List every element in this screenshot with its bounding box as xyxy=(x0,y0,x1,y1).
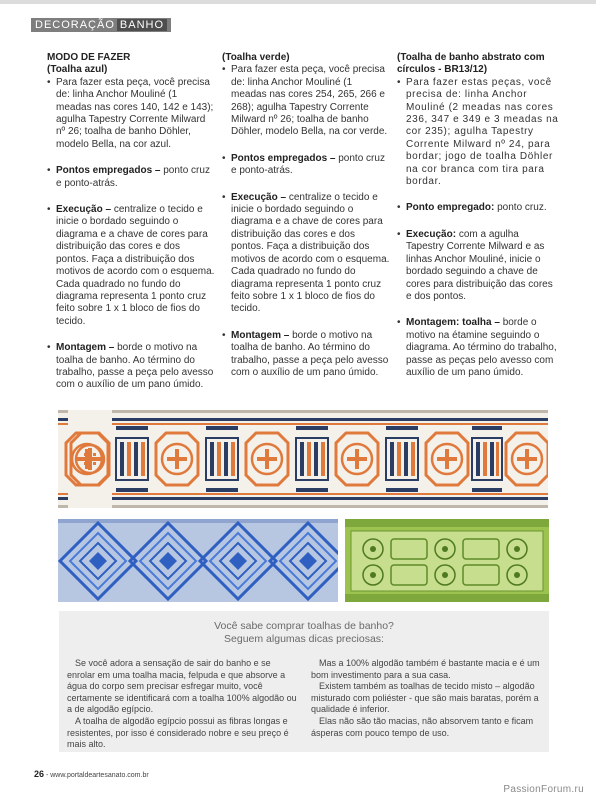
assembly-label: Montagem – xyxy=(56,342,115,354)
stitches-label: Pontos empregados – xyxy=(231,152,336,164)
materials-text: Para fazer esta peça, você precisa de: linha Anchor Mouliné (1 meadas nas cores 140, 142 e 143); agulha Tapestry Corrente Milward nº 26; toalha de banho Döhler, modelo Bella, na cor azul. xyxy=(56,76,214,150)
column-toalha-verde xyxy=(222,52,390,393)
tips-question xyxy=(59,620,549,645)
tips-paragraph: Elas não são tão macias, não absorvem tanto e ficam ásperas com pouco tempo de uso. xyxy=(311,715,534,738)
stitches-text: ponto cruz e ponto-atrás. xyxy=(56,165,210,189)
stitches-item xyxy=(47,165,215,190)
materials-item xyxy=(397,77,559,189)
assembly-item xyxy=(397,317,559,379)
green-towel-embroidery-photo xyxy=(345,519,549,602)
page-number: 26 xyxy=(34,769,45,779)
section-heading: MODO DE FAZER xyxy=(47,52,131,63)
execution-item xyxy=(47,204,215,328)
page-footer xyxy=(34,769,149,779)
assembly-text: borde o motivo na toalha de banho. Ao término do trabalho, passe a peça pelo avesso com o auxílio de um pano úmido. xyxy=(56,342,214,391)
tips-paragraph: Se você adora a sensação de sair do banho e se enrolar em uma toalha macia, felpuda e que absorve a água do corpo sem precisar esfregar muito, você certamente se identificará com a toalha 100% algodão ou a de algodão egípcio. xyxy=(67,658,297,715)
tips-question-line1: Você sabe comprar toalhas de banho? xyxy=(214,620,394,632)
towel-title: (Toalha azul) xyxy=(47,64,108,76)
materials-text: Para fazer esta peça, você precisa de: linha Anchor Mouliné (1 meadas nas cores 254, 265, 266 e 268); agulha Tapestry Corrente Milward nº 26; toalha de banho Döhler, modelo Bella, na cor verde. xyxy=(231,64,388,138)
tips-paragraph: A toalha de algodão egípcio possui as fibras longas e resistentes, por isso é considerado nobre e seu preço é mais alto. xyxy=(67,715,289,750)
tips-paragraph: Mas a 100% algodão também é bastante macia e é um bom investimento para a sua casa. xyxy=(311,658,540,680)
execution-item xyxy=(397,229,559,303)
assembly-text: borde o motivo na étamine seguindo o diagrama. Ao término do trabalho, passe as peças pelo avesso com auxílio de um pano úmido. xyxy=(406,317,557,378)
execution-label: Execução: xyxy=(406,228,457,240)
execution-label: Execução – xyxy=(231,191,287,203)
column-toalha-abstrato xyxy=(397,52,559,393)
tips-box xyxy=(59,611,549,752)
section-tab xyxy=(31,18,171,32)
materials-text: Para fazer estas peças, você precisa de: linha Anchor Mouliné (2 meadas nas cores 236, 347 e 349 e 3 meadas na cor 235); agulha Tapestry Corrente Milward nº 24, para bordar; jogo de toalha Döhler na cor branca com tira para bordar. xyxy=(406,76,559,188)
tips-paragraph: Existem também as toalhas de tecido misto – algodão misturado com poliéster - que são mais baratas, porém a qualidade é inferior. xyxy=(311,681,539,715)
stitches-item xyxy=(222,153,390,178)
assembly-item xyxy=(47,342,215,392)
stitches-label: Ponto empregado: xyxy=(406,202,495,214)
section-label: DECORAÇÃO xyxy=(35,19,115,31)
header-band xyxy=(0,0,596,4)
assembly-label: Montagem: toalha – xyxy=(406,317,500,329)
stitches-text: ponto cruz. xyxy=(497,202,547,214)
materials-item xyxy=(47,77,215,151)
assembly-label: Montagem – xyxy=(231,329,290,341)
towel-title: (Toalha de banho abstrato com círculos - BR13/12) xyxy=(397,52,545,76)
column-toalha-azul xyxy=(47,52,215,406)
blue-diamond-embroidery-photo xyxy=(58,519,338,602)
stitches-text: ponto cruz e ponto-atrás. xyxy=(231,152,385,177)
execution-label: Execução – xyxy=(56,204,112,216)
materials-item xyxy=(222,64,390,138)
watermark: PassionForum.ru xyxy=(503,784,584,795)
tips-question-line2: Seguem algumas dicas preciosas: xyxy=(224,632,384,645)
stitches-item xyxy=(397,202,559,214)
execution-text: centralize o tecido e inicie o bordado seguindo o diagrama e a chave de cores para distribuição das cores e dos pontos. Faça a distribuição dos motivos de acordo com o esquema. Cada quadrado no fundo do diagrama representa 1 ponto cruz feito sobre 1 x 1 bloco de fios do tecido. xyxy=(56,204,215,327)
tips-left-column xyxy=(67,658,299,751)
execution-item xyxy=(222,192,390,316)
embroidery-band-photo xyxy=(58,410,548,508)
assembly-item xyxy=(222,330,390,380)
execution-text: centralize o tecido e inicie o bordado seguindo o diagrama e a chave de cores para distribuição das cores e dos pontos. Faça a distribuição dos motivos de acordo com o esquema. Cada quadrado no fundo do diagrama representa 1 ponto cruz feito sobre 1 x 1 bloco de fios do tecido. xyxy=(231,191,390,315)
tips-right-column xyxy=(311,658,541,739)
subsection-label: BANHO xyxy=(117,19,167,31)
execution-text: com a agulha Tapestry Corrente Milward e as linhas Anchor Mouliné, inicie o bordado seguindo a chave de cores para distribuição das cores e dos pontos. xyxy=(406,228,553,302)
page-header xyxy=(0,0,596,31)
assembly-text: borde o motivo na toalha de banho. Ao término do trabalho, passe a peça pelo avesso com o auxílio de um pano úmido. xyxy=(231,329,389,378)
footer-site: - www.portaldeartesanato.com.br xyxy=(44,772,149,779)
towel-title: (Toalha verde) xyxy=(222,52,290,63)
stitches-label: Pontos empregados – xyxy=(56,165,161,177)
